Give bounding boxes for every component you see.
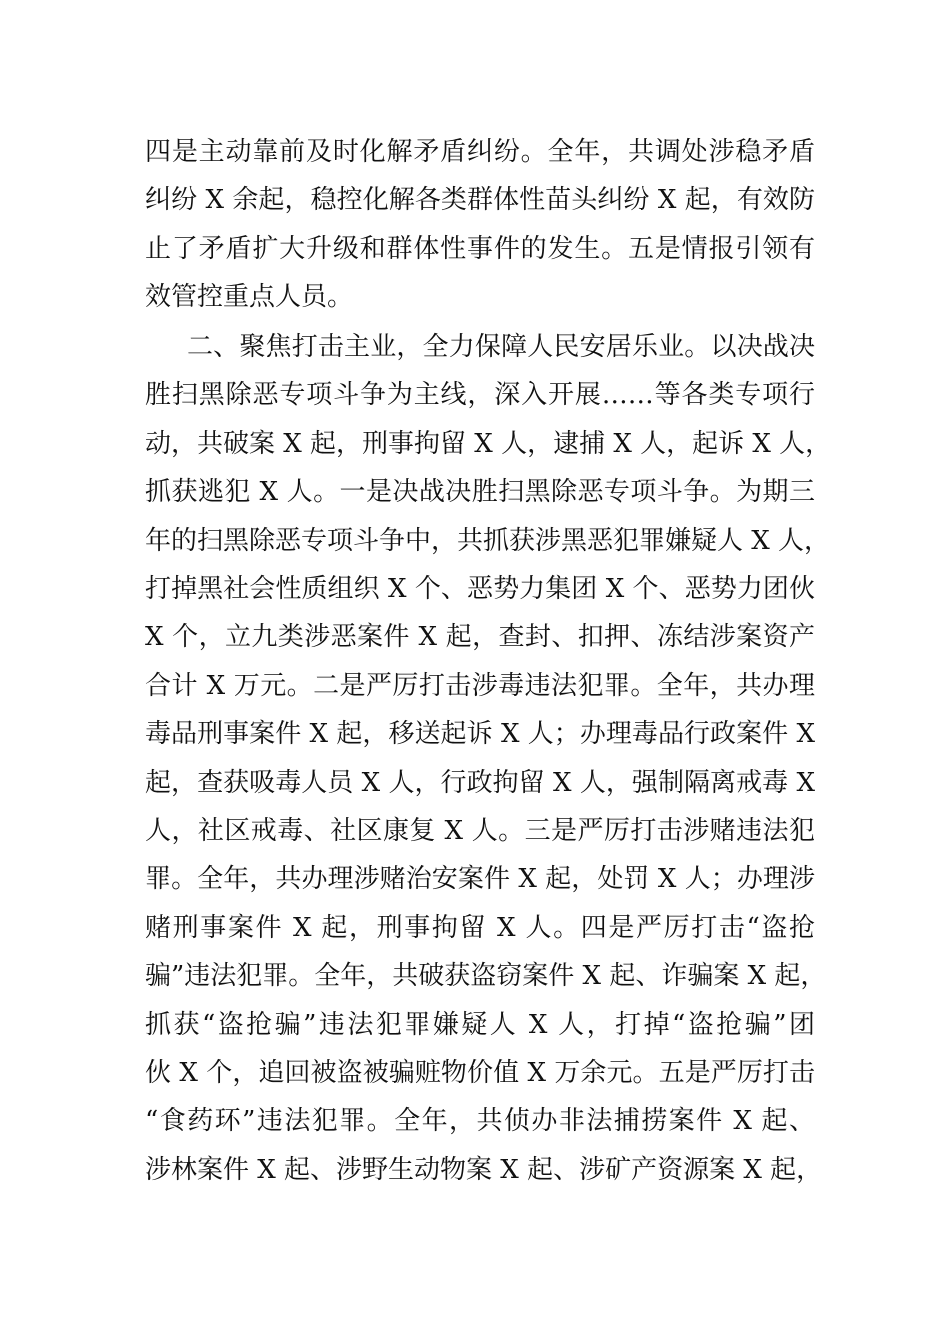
paragraph-line: 毒品刑事案件 X 起，移送起诉 X 人；办理毒品行政案件 X (145, 719, 815, 750)
paragraph-line: 伙 X 个，追回被盗被骗赃物价值 X 万余元。五是严厉打击 (145, 1057, 815, 1088)
paragraph-line: 涉林案件 X 起、涉野生动物案 X 起、涉矿产资源案 X 起， (145, 1154, 823, 1185)
paragraph-line: X 个，立九类涉恶案件 X 起，查封、扣押、冻结涉案资产 (145, 622, 815, 653)
paragraph-line: 止了矛盾扩大升级和群体性事件的发生。五是情报引领有 (145, 233, 815, 264)
paragraph-line: 抓获逃犯 X 人。一是决战决胜扫黑除恶专项斗争。为期三 (145, 477, 815, 508)
paragraph-line: 合计 X 万元。二是严厉打击涉毒违法犯罪。全年，共办理 (145, 670, 815, 701)
paragraph-line: 打掉黑社会性质组织 X 个、恶势力集团 X 个、恶势力团伙 (145, 574, 815, 605)
body-text (145, 128, 832, 1194)
paragraph-line: 罪。全年，共办理涉赌治安案件 X 起，处罚 X 人；办理涉 (145, 864, 815, 895)
paragraph-line: 抓获“盗抢骗”违法犯罪嫌疑人 X 人，打掉“盗抢骗”团 (145, 1009, 815, 1040)
paragraph-line: 胜扫黑除恶专项斗争为主线，深入开展……等各类专项行 (145, 380, 815, 411)
paragraph-line: 效管控重点人员。 (145, 282, 354, 313)
paragraph-2 (145, 323, 832, 1194)
paragraph-line: 骗”违法犯罪。全年，共破获盗窃案件 X 起、诈骗案 X 起， (145, 961, 827, 992)
paragraph-line: 二、聚焦打击主业，全力保障人民安居乐业。以决战决 (187, 332, 815, 363)
paragraph-line: 纠纷 X 余起，稳控化解各类群体性苗头纠纷 X 起，有效防 (145, 185, 815, 216)
paragraph-line: 四是主动靠前及时化解矛盾纠纷。全年，共调处涉稳矛盾 (145, 137, 815, 167)
paragraph-line: 赌刑事案件 X 起，刑事拘留 X 人。四是严厉打击“盗抢 (145, 912, 815, 943)
paragraph-line: 起，查获吸毒人员 X 人，行政拘留 X 人，强制隔离戒毒 X (145, 767, 815, 798)
paragraph-line: 动，共破案 X 起，刑事拘留 X 人，逮捕 X 人，起诉 X 人， (145, 428, 832, 459)
paragraph-line: 人，社区戒毒、社区康复 X 人。三是严厉打击涉赌违法犯 (145, 815, 815, 846)
paragraph-line: 年的扫黑除恶专项斗争中，共抓获涉黑恶犯罪嫌疑人 X 人， (145, 525, 831, 556)
paragraph-line: “食药环”违法犯罪。全年，共侦办非法捕捞案件 X 起、 (145, 1106, 815, 1137)
paragraph-1 (145, 128, 815, 322)
